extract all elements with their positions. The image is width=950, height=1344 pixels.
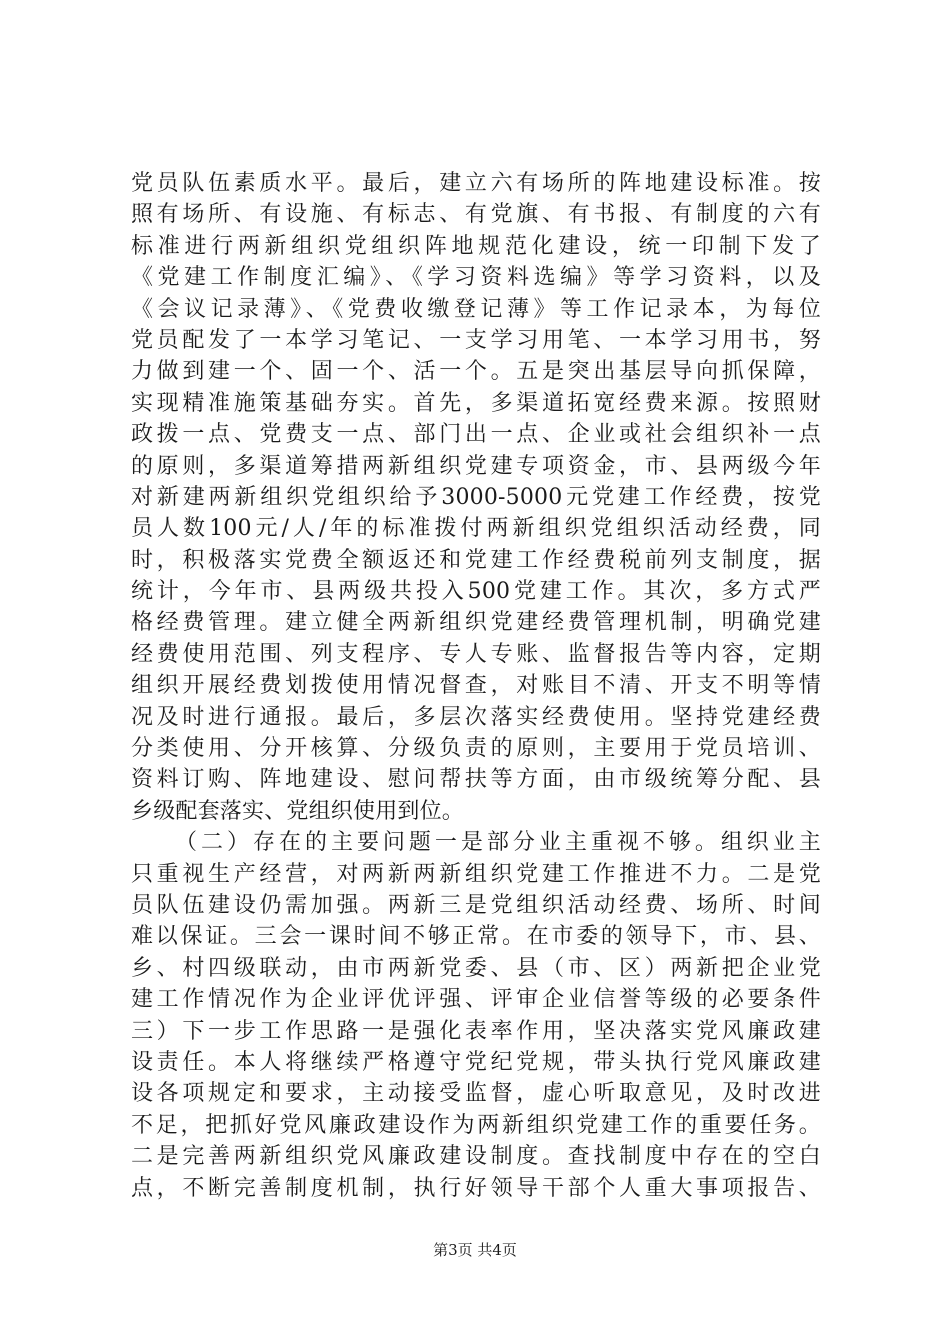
text-line: 三）下一步工作思路一是强化表率作用，坚决落实党风廉政建 bbox=[131, 1018, 821, 1044]
text-line: 实现精准施策基础夯实。首先，多渠道拓宽经费来源。按照财 bbox=[131, 390, 821, 416]
text-line: 组织开展经费划拨使用情况督查，对账目不清、开支不明等情 bbox=[131, 673, 821, 699]
text-line: 时，积极落实党费全额返还和党建工作经费税前列支制度，据 bbox=[131, 547, 821, 573]
text-line: 设各项规定和要求，主动接受监督，虚心听取意见，及时改进 bbox=[131, 1081, 821, 1107]
text-line: 标准进行两新组织党组织阵地规范化建设，统一印制下发了 bbox=[131, 233, 821, 259]
text-line: 乡、村四级联动，由市两新党委、县（市、区）两新把企业党 bbox=[131, 955, 821, 981]
text-line: 《党建工作制度汇编》、《学习资料选编》等学习资料，以及 bbox=[131, 265, 821, 291]
text-line: 难以保证。三会一课时间不够正常。在市委的领导下，市、县、 bbox=[131, 924, 821, 950]
text-line: 分类使用、分开核算、分级负责的原则，主要用于党员培训、 bbox=[131, 736, 821, 762]
text-line: 员队伍建设仍需加强。两新三是党组织活动经费、场所、时间 bbox=[131, 892, 821, 918]
text-line: 点，不断完善制度机制，执行好领导干部个人重大事项报告、 bbox=[131, 1175, 821, 1201]
text-line: 对新建两新组织党组织给予3000-5000元党建工作经费，按党 bbox=[131, 484, 821, 510]
text-line: 况及时进行通报。最后，多层次落实经费使用。坚持党建经费 bbox=[131, 704, 821, 730]
text-line: 党员队伍素质水平。最后，建立六有场所的阵地建设标准。按 bbox=[131, 171, 821, 196]
text-line: 员人数100元/人/年的标准拨付两新组织党组织活动经费，同 bbox=[131, 516, 821, 542]
text-line: 照有场所、有设施、有标志、有党旗、有书报、有制度的六有 bbox=[131, 202, 821, 228]
text-line: 二是完善两新组织党风廉政建设制度。查找制度中存在的空白 bbox=[131, 1144, 821, 1170]
text-line: 统计，今年市、县两级共投入500党建工作。其次，多方式严 bbox=[131, 579, 821, 605]
text-line: 乡级配套落实、党组织使用到位。 bbox=[131, 798, 465, 824]
text-line: 党员配发了一本学习笔记、一支学习用笔、一本学习用书，努 bbox=[131, 327, 821, 353]
text-line: 经费使用范围、列支程序、专人专账、监督报告等内容，定期 bbox=[131, 641, 821, 667]
text-line: 不足，把抓好党风廉政建设作为两新组织党建工作的重要任务。 bbox=[131, 1112, 821, 1138]
body-text bbox=[131, 168, 821, 1204]
text-line: 资料订购、阵地建设、慰问帮扶等方面，由市级统筹分配、县 bbox=[131, 767, 821, 793]
text-line: 政拨一点、党费支一点、部门出一点、企业或社会组织补一点 bbox=[131, 422, 821, 448]
page-number-footer: 第3页 共4页 bbox=[433, 1241, 517, 1259]
text-line: 只重视生产经营，对两新两新组织党建工作推进不力。二是党 bbox=[131, 861, 821, 887]
text-line: 建工作情况作为企业评优评强、评审企业信誉等级的必要条件 bbox=[131, 987, 821, 1013]
text-line: 设责任。本人将继续严格遵守党纪党规，带头执行党风廉政建 bbox=[131, 1049, 821, 1075]
text-line: 格经费管理。建立健全两新组织党建经费管理机制，明确党建 bbox=[131, 610, 821, 636]
paragraph-first-line: （二）存在的主要问题一是部分业主重视不够。组织业主 bbox=[175, 830, 821, 856]
text-line: 的原则，多渠道筹措两新组织党建专项资金，市、县两级今年 bbox=[131, 453, 821, 479]
text-line: 力做到建一个、固一个、活一个。五是突出基层导向抓保障， bbox=[131, 359, 821, 385]
text-line: 《会议记录薄》、《党费收缴登记薄》等工作记录本，为每位 bbox=[131, 296, 821, 322]
